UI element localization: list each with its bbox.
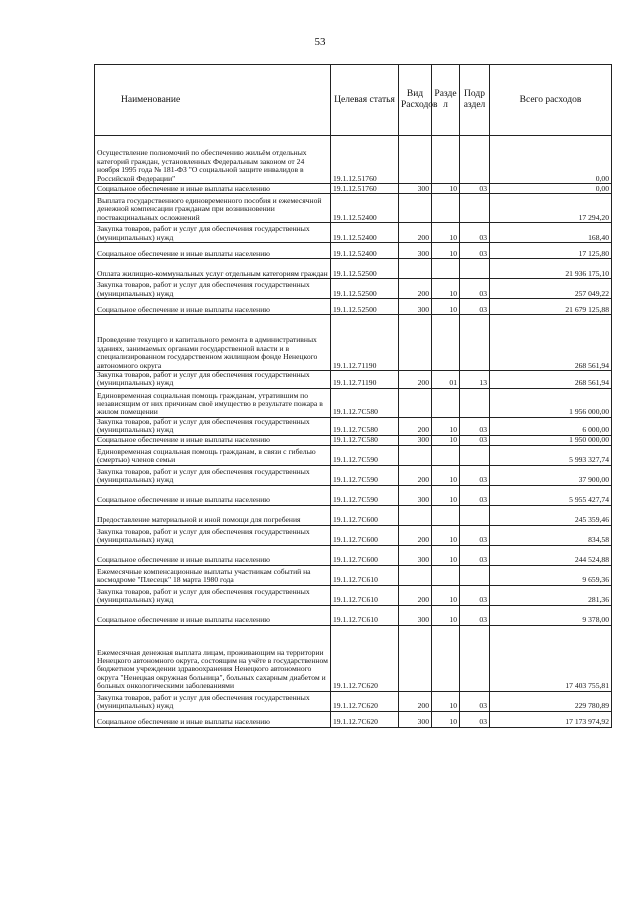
row-section: 10	[432, 711, 460, 727]
row-subsection: 03	[460, 417, 490, 435]
row-total: 9 659,36	[490, 565, 612, 585]
row-expense-type	[399, 136, 432, 184]
row-name: Социальное обеспечение и иные выплаты населению	[95, 243, 331, 259]
table-row	[95, 299, 612, 315]
row-section: 10	[432, 545, 460, 565]
row-total: 0,00	[490, 136, 612, 184]
table-row	[95, 691, 612, 711]
table-row	[95, 243, 612, 259]
row-expense-type: 300	[399, 299, 432, 315]
row-expense-type: 200	[399, 525, 432, 545]
table-row	[95, 585, 612, 605]
table-row	[95, 565, 612, 585]
row-total: 1 956 000,00	[490, 388, 612, 417]
row-target-code: 19.1.12.7С590	[331, 485, 399, 505]
row-name: Предоставление материальной и иной помощи для погребения	[95, 505, 331, 525]
row-section	[432, 136, 460, 184]
row-total: 21 936 175,10	[490, 259, 612, 279]
row-target-code: 19.1.12.7С600	[331, 505, 399, 525]
row-target-code: 19.1.12.52400	[331, 243, 399, 259]
row-target-code: 19.1.12.7С620	[331, 691, 399, 711]
table-row	[95, 388, 612, 417]
row-expense-type: 300	[399, 243, 432, 259]
row-name: Закупка товаров, работ и услуг для обеспечения государственных (муниципальных) нужд	[95, 223, 331, 243]
row-subsection: 03	[460, 184, 490, 194]
column-header-target: Целевая статья	[331, 65, 399, 136]
row-section	[432, 505, 460, 525]
row-expense-type	[399, 388, 432, 417]
row-subsection: 03	[460, 485, 490, 505]
table-row	[95, 223, 612, 243]
row-expense-type: 300	[399, 605, 432, 625]
row-target-code: 19.1.12.52400	[331, 223, 399, 243]
table-row	[95, 485, 612, 505]
table-row	[95, 505, 612, 525]
row-expense-type: 300	[399, 435, 432, 445]
row-target-code: 19.1.12.7С580	[331, 388, 399, 417]
row-total: 834,58	[490, 525, 612, 545]
row-expense-type: 300	[399, 545, 432, 565]
table-row	[95, 259, 612, 279]
row-section	[432, 625, 460, 691]
row-name: Выплата государственного единовременного пособия и ежемесячной денежной компенсации гражданам при возникновении поствакцинальных осложнений	[95, 194, 331, 223]
table-row	[95, 279, 612, 299]
table-row	[95, 545, 612, 565]
row-name: Социальное обеспечение и иные выплаты населению	[95, 545, 331, 565]
row-name: Закупка товаров, работ и услуг для обеспечения государственных (муниципальных) нужд	[95, 279, 331, 299]
header-row	[95, 65, 612, 136]
row-subsection	[460, 194, 490, 223]
row-expense-type	[399, 565, 432, 585]
row-target-code: 19.1.12.71190	[331, 315, 399, 371]
row-subsection: 03	[460, 711, 490, 727]
row-target-code: 19.1.12.7С580	[331, 435, 399, 445]
row-section: 10	[432, 585, 460, 605]
row-name: Социальное обеспечение и иные выплаты населению	[95, 711, 331, 727]
row-section	[432, 388, 460, 417]
row-section: 01	[432, 371, 460, 389]
row-section: 10	[432, 299, 460, 315]
row-target-code: 19.1.12.7С620	[331, 711, 399, 727]
row-name: Проведение текущего и капитального ремонта в административных зданиях, занимаемых органами государственной власти и в специализированном государственном жилищном фонде Ненецкого автономного округа	[95, 315, 331, 371]
row-subsection	[460, 136, 490, 184]
row-subsection	[460, 315, 490, 371]
row-subsection	[460, 625, 490, 691]
row-name: Единовременная социальная помощь гражданам, утратившим по независящим от них причинам своё имущество в результате пожара в жилом помещении	[95, 388, 331, 417]
row-total: 281,36	[490, 585, 612, 605]
budget-table	[94, 64, 612, 728]
row-target-code: 19.1.12.51760	[331, 184, 399, 194]
row-section: 10	[432, 525, 460, 545]
row-name: Социальное обеспечение и иные выплаты населению	[95, 184, 331, 194]
row-expense-type	[399, 259, 432, 279]
row-section: 10	[432, 435, 460, 445]
row-subsection: 03	[460, 299, 490, 315]
row-total: 17 125,80	[490, 243, 612, 259]
row-name: Закупка товаров, работ и услуг для обеспечения государственных (муниципальных) нужд	[95, 417, 331, 435]
row-total: 0,00	[490, 184, 612, 194]
row-name: Закупка товаров, работ и услуг для обеспечения государственных (муниципальных) нужд	[95, 585, 331, 605]
table-row	[95, 435, 612, 445]
table-row	[95, 371, 612, 389]
row-section	[432, 194, 460, 223]
row-section: 10	[432, 605, 460, 625]
row-name: Социальное обеспечение и иные выплаты населению	[95, 485, 331, 505]
row-name: Закупка товаров, работ и услуг для обеспечения государственных (муниципальных) нужд	[95, 525, 331, 545]
row-subsection: 03	[460, 435, 490, 445]
row-expense-type: 300	[399, 711, 432, 727]
row-expense-type	[399, 445, 432, 465]
table-row	[95, 417, 612, 435]
row-total: 229 780,89	[490, 691, 612, 711]
row-target-code: 19.1.12.52400	[331, 194, 399, 223]
row-target-code: 19.1.12.7С600	[331, 545, 399, 565]
row-total: 37 900,00	[490, 465, 612, 485]
row-target-code: 19.1.12.52500	[331, 279, 399, 299]
row-total: 268 561,94	[490, 371, 612, 389]
row-subsection	[460, 388, 490, 417]
page-number: 53	[314, 36, 326, 48]
row-total: 168,40	[490, 223, 612, 243]
row-name: Закупка товаров, работ и услуг для обеспечения государственных (муниципальных) нужд	[95, 371, 331, 389]
row-total: 21 679 125,88	[490, 299, 612, 315]
row-section: 10	[432, 417, 460, 435]
row-total: 17 403 755,81	[490, 625, 612, 691]
row-name: Ежемесячная денежная выплата лицам, проживающим на территории Ненецкого автономного округа, состоящим на учёте в государственном бюджетном учреждении здравоохранения Ненецкого автономного округа "Ненецкая окружная больница", больных сахарным диабетом и больных онкологическими заболеваниями	[95, 625, 331, 691]
row-expense-type: 200	[399, 417, 432, 435]
row-section	[432, 565, 460, 585]
column-header-vid: Вид Расходов	[399, 65, 432, 136]
row-total: 9 378,00	[490, 605, 612, 625]
row-expense-type: 200	[399, 691, 432, 711]
row-section: 10	[432, 223, 460, 243]
row-section: 10	[432, 691, 460, 711]
row-expense-type: 200	[399, 465, 432, 485]
row-expense-type: 200	[399, 279, 432, 299]
row-target-code: 19.1.12.7С580	[331, 417, 399, 435]
row-section: 10	[432, 485, 460, 505]
row-subsection: 03	[460, 545, 490, 565]
row-target-code: 19.1.12.52500	[331, 259, 399, 279]
row-target-code: 19.1.12.71190	[331, 371, 399, 389]
row-total: 5 955 427,74	[490, 485, 612, 505]
table-row	[95, 465, 612, 485]
row-total: 17 294,20	[490, 194, 612, 223]
row-subsection	[460, 259, 490, 279]
row-section	[432, 259, 460, 279]
row-name: Закупка товаров, работ и услуг для обеспечения государственных (муниципальных) нужд	[95, 691, 331, 711]
row-subsection	[460, 565, 490, 585]
row-subsection: 03	[460, 525, 490, 545]
table-row	[95, 315, 612, 371]
row-section: 10	[432, 279, 460, 299]
row-target-code: 19.1.12.7С600	[331, 525, 399, 545]
row-expense-type: 200	[399, 223, 432, 243]
row-expense-type	[399, 505, 432, 525]
table-row	[95, 136, 612, 184]
row-subsection: 13	[460, 371, 490, 389]
row-subsection	[460, 445, 490, 465]
column-header-razdel: Разде л	[432, 65, 460, 136]
row-target-code: 19.1.12.52500	[331, 299, 399, 315]
table-row	[95, 525, 612, 545]
row-section: 10	[432, 243, 460, 259]
row-subsection	[460, 505, 490, 525]
column-header-podrazdel: Подр аздел	[460, 65, 490, 136]
row-target-code: 19.1.12.7С590	[331, 465, 399, 485]
row-name: Социальное обеспечение и иные выплаты населению	[95, 605, 331, 625]
column-header-name: Наименование	[95, 65, 331, 136]
row-section	[432, 315, 460, 371]
row-total: 244 524,88	[490, 545, 612, 565]
row-expense-type	[399, 625, 432, 691]
table-row	[95, 711, 612, 727]
row-target-code: 19.1.12.7С610	[331, 585, 399, 605]
table-row	[95, 194, 612, 223]
row-name: Ежемесячные компенсационные выплаты участникам событий на космодроме "Плесецк" 18 марта 1980 года	[95, 565, 331, 585]
row-target-code: 19.1.12.7С590	[331, 445, 399, 465]
row-expense-type	[399, 315, 432, 371]
row-subsection: 03	[460, 279, 490, 299]
table-row	[95, 605, 612, 625]
column-header-total: Всего расходов	[490, 65, 612, 136]
row-subsection: 03	[460, 465, 490, 485]
row-expense-type	[399, 194, 432, 223]
row-expense-type: 300	[399, 485, 432, 505]
row-subsection: 03	[460, 243, 490, 259]
row-expense-type: 200	[399, 585, 432, 605]
row-target-code: 19.1.12.7С610	[331, 565, 399, 585]
row-name: Закупка товаров, работ и услуг для обеспечения государственных (муниципальных) нужд	[95, 465, 331, 485]
row-name: Единовременная социальная помощь гражданам, в связи с гибелью (смертью) членов семьи	[95, 445, 331, 465]
row-section: 10	[432, 184, 460, 194]
row-expense-type: 200	[399, 371, 432, 389]
row-name: Осуществление полномочий по обеспечению жильём отдельных категорий граждан, установленных Федеральным законом от 24 ноября 1995 года № 181-ФЗ "О социальной защите инвалидов в Российской Федерации"	[95, 136, 331, 184]
row-name: Оплата жилищно-коммунальных услуг отдельным категориям граждан	[95, 259, 331, 279]
row-subsection: 03	[460, 691, 490, 711]
row-subsection: 03	[460, 605, 490, 625]
row-total: 268 561,94	[490, 315, 612, 371]
row-total: 257 049,22	[490, 279, 612, 299]
row-expense-type: 300	[399, 184, 432, 194]
row-target-code: 19.1.12.7С620	[331, 625, 399, 691]
row-total: 245 359,46	[490, 505, 612, 525]
row-name: Социальное обеспечение и иные выплаты населению	[95, 299, 331, 315]
row-section: 10	[432, 465, 460, 485]
row-target-code: 19.1.12.7С610	[331, 605, 399, 625]
row-subsection: 03	[460, 585, 490, 605]
row-section	[432, 445, 460, 465]
row-total: 5 993 327,74	[490, 445, 612, 465]
row-name: Социальное обеспечение и иные выплаты населению	[95, 435, 331, 445]
row-total: 17 173 974,92	[490, 711, 612, 727]
row-target-code: 19.1.12.51760	[331, 136, 399, 184]
table-row	[95, 184, 612, 194]
row-total: 6 000,00	[490, 417, 612, 435]
table-row	[95, 445, 612, 465]
row-subsection: 03	[460, 223, 490, 243]
row-total: 1 950 000,00	[490, 435, 612, 445]
table-row	[95, 625, 612, 691]
